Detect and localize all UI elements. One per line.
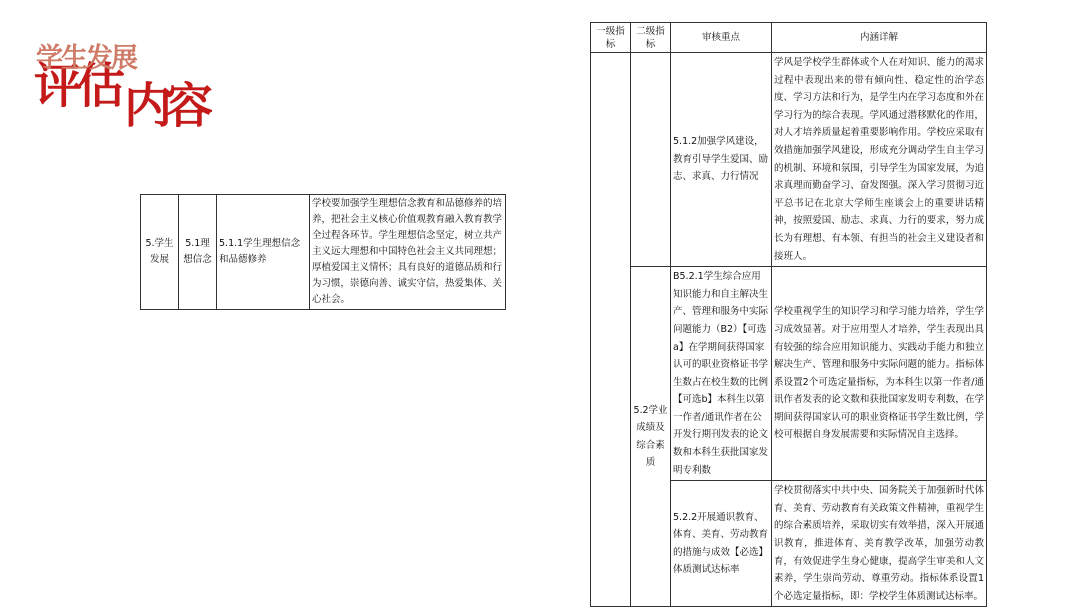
table-row [591,267,987,481]
table-row [591,53,987,267]
cell-level2: 5.1理想信念 [179,195,217,310]
table-assessment-content [590,22,987,607]
table-header-row [591,23,987,53]
table-student-ideals [140,194,506,310]
cell-review-point: 5.2.2开展通识教育、体育、美育、劳动教育的措施与成效【必选】体质测试达标率 [671,481,772,607]
cell-level1-empty [591,53,631,607]
title-char: 估 [77,58,121,114]
title-small: 学生发展 [36,43,136,74]
cell-level3: 5.1.1学生理想信念和品德修养 [217,195,310,310]
cell-detail: 学风是学校学生群体或个人在对知识、能力的渴求过程中表现出来的带有倾向性、稳定性的治学态度、学习方法和行为，是学生内在学习态度和外在学习行为的综合表现。学风通过潜移默化的作用，对人才培养质量起着重要影响作用。学校应采取有效措施加强学风建设，形成充分调动学生自主学习的机制、环境和氛围，引导学生为国家发展，为追求真理而勤奋学习、奋发图强。深入学习贯彻习近平总书记在北京大学师生座谈会上的重要讲话精神，按照爱国、励志、求真、力行的要求，努力成长为有理想、有本领、有担当的社会主义建设者和接班人。 [772,53,987,267]
cell-level2-empty [631,53,671,267]
cell-level2: 5.2学业成绩及综合素质 [631,267,671,607]
cell-detail: 学校重视学生的知识学习和学习能力培养，学生学习成效显著。对于应用型人才培养，学生表现出具有较强的综合应用知识能力、实践动手能力和独立解决生产、管理和服务中实际问题的能力。指标体系设置2个可选定量指标，为本科生以第一作者/通讯作者发表的论文数和获批国家发明专利数，在学期间获得国家认可的职业资格证书学生数比例，学校可根据自身发展需要和实际情况自主选择。 [772,267,987,481]
title-char: 评 [34,58,78,114]
header-level2: 二级指标 [631,23,671,53]
cell-level1: 5.学生发展 [141,195,179,310]
title-char: 容 [165,78,209,134]
title-char: 内 [124,78,168,134]
cell-detail: 学校贯彻落实中共中央、国务院关于加强新时代体育、美育、劳动教育有关政策文件精神，重视学生的综合素质培养，采取切实有效举措，深入开展通识教育，推进体育、美育教学改革，加强劳动教育，有效促进学生身心健康，提高学生审美和人文素养，学生崇尚劳动、尊重劳动。指标体系设置1个必选定量指标，即：学校学生体质测试达标率。 [772,481,987,607]
cell-review-point: 5.1.2加强学风建设，教育引导学生爱国、励志、求真、力行情况 [671,53,772,267]
header-detail: 内涵详解 [772,23,987,53]
cell-content: 学校要加强学生理想信念教育和品德修养的培养，把社会主义核心价值观教育融入教育教学全过程各环节。学生理想信念坚定，树立共产主义远大理想和中国特色社会主义共同理想；厚植爱国主义情怀；具有良好的道德品质和行为习惯，崇德向善、诚实守信，热爱集体、关心社会。 [310,195,506,310]
table-row [141,195,506,310]
header-level1: 一级指标 [591,23,631,53]
cell-review-point: B5.2.1学生综合应用知识能力和自主解决生产、管理和服务中实际问题能力（B2）【可选a】在学期间获得国家认可的职业资格证书学生数占在校生数的比例【可选b】本科生以第一作者/通讯作者在公开发行期刊发表的论文数和本科生获批国家发明专利数 [671,267,772,481]
header-review-point: 审核重点 [671,23,772,53]
